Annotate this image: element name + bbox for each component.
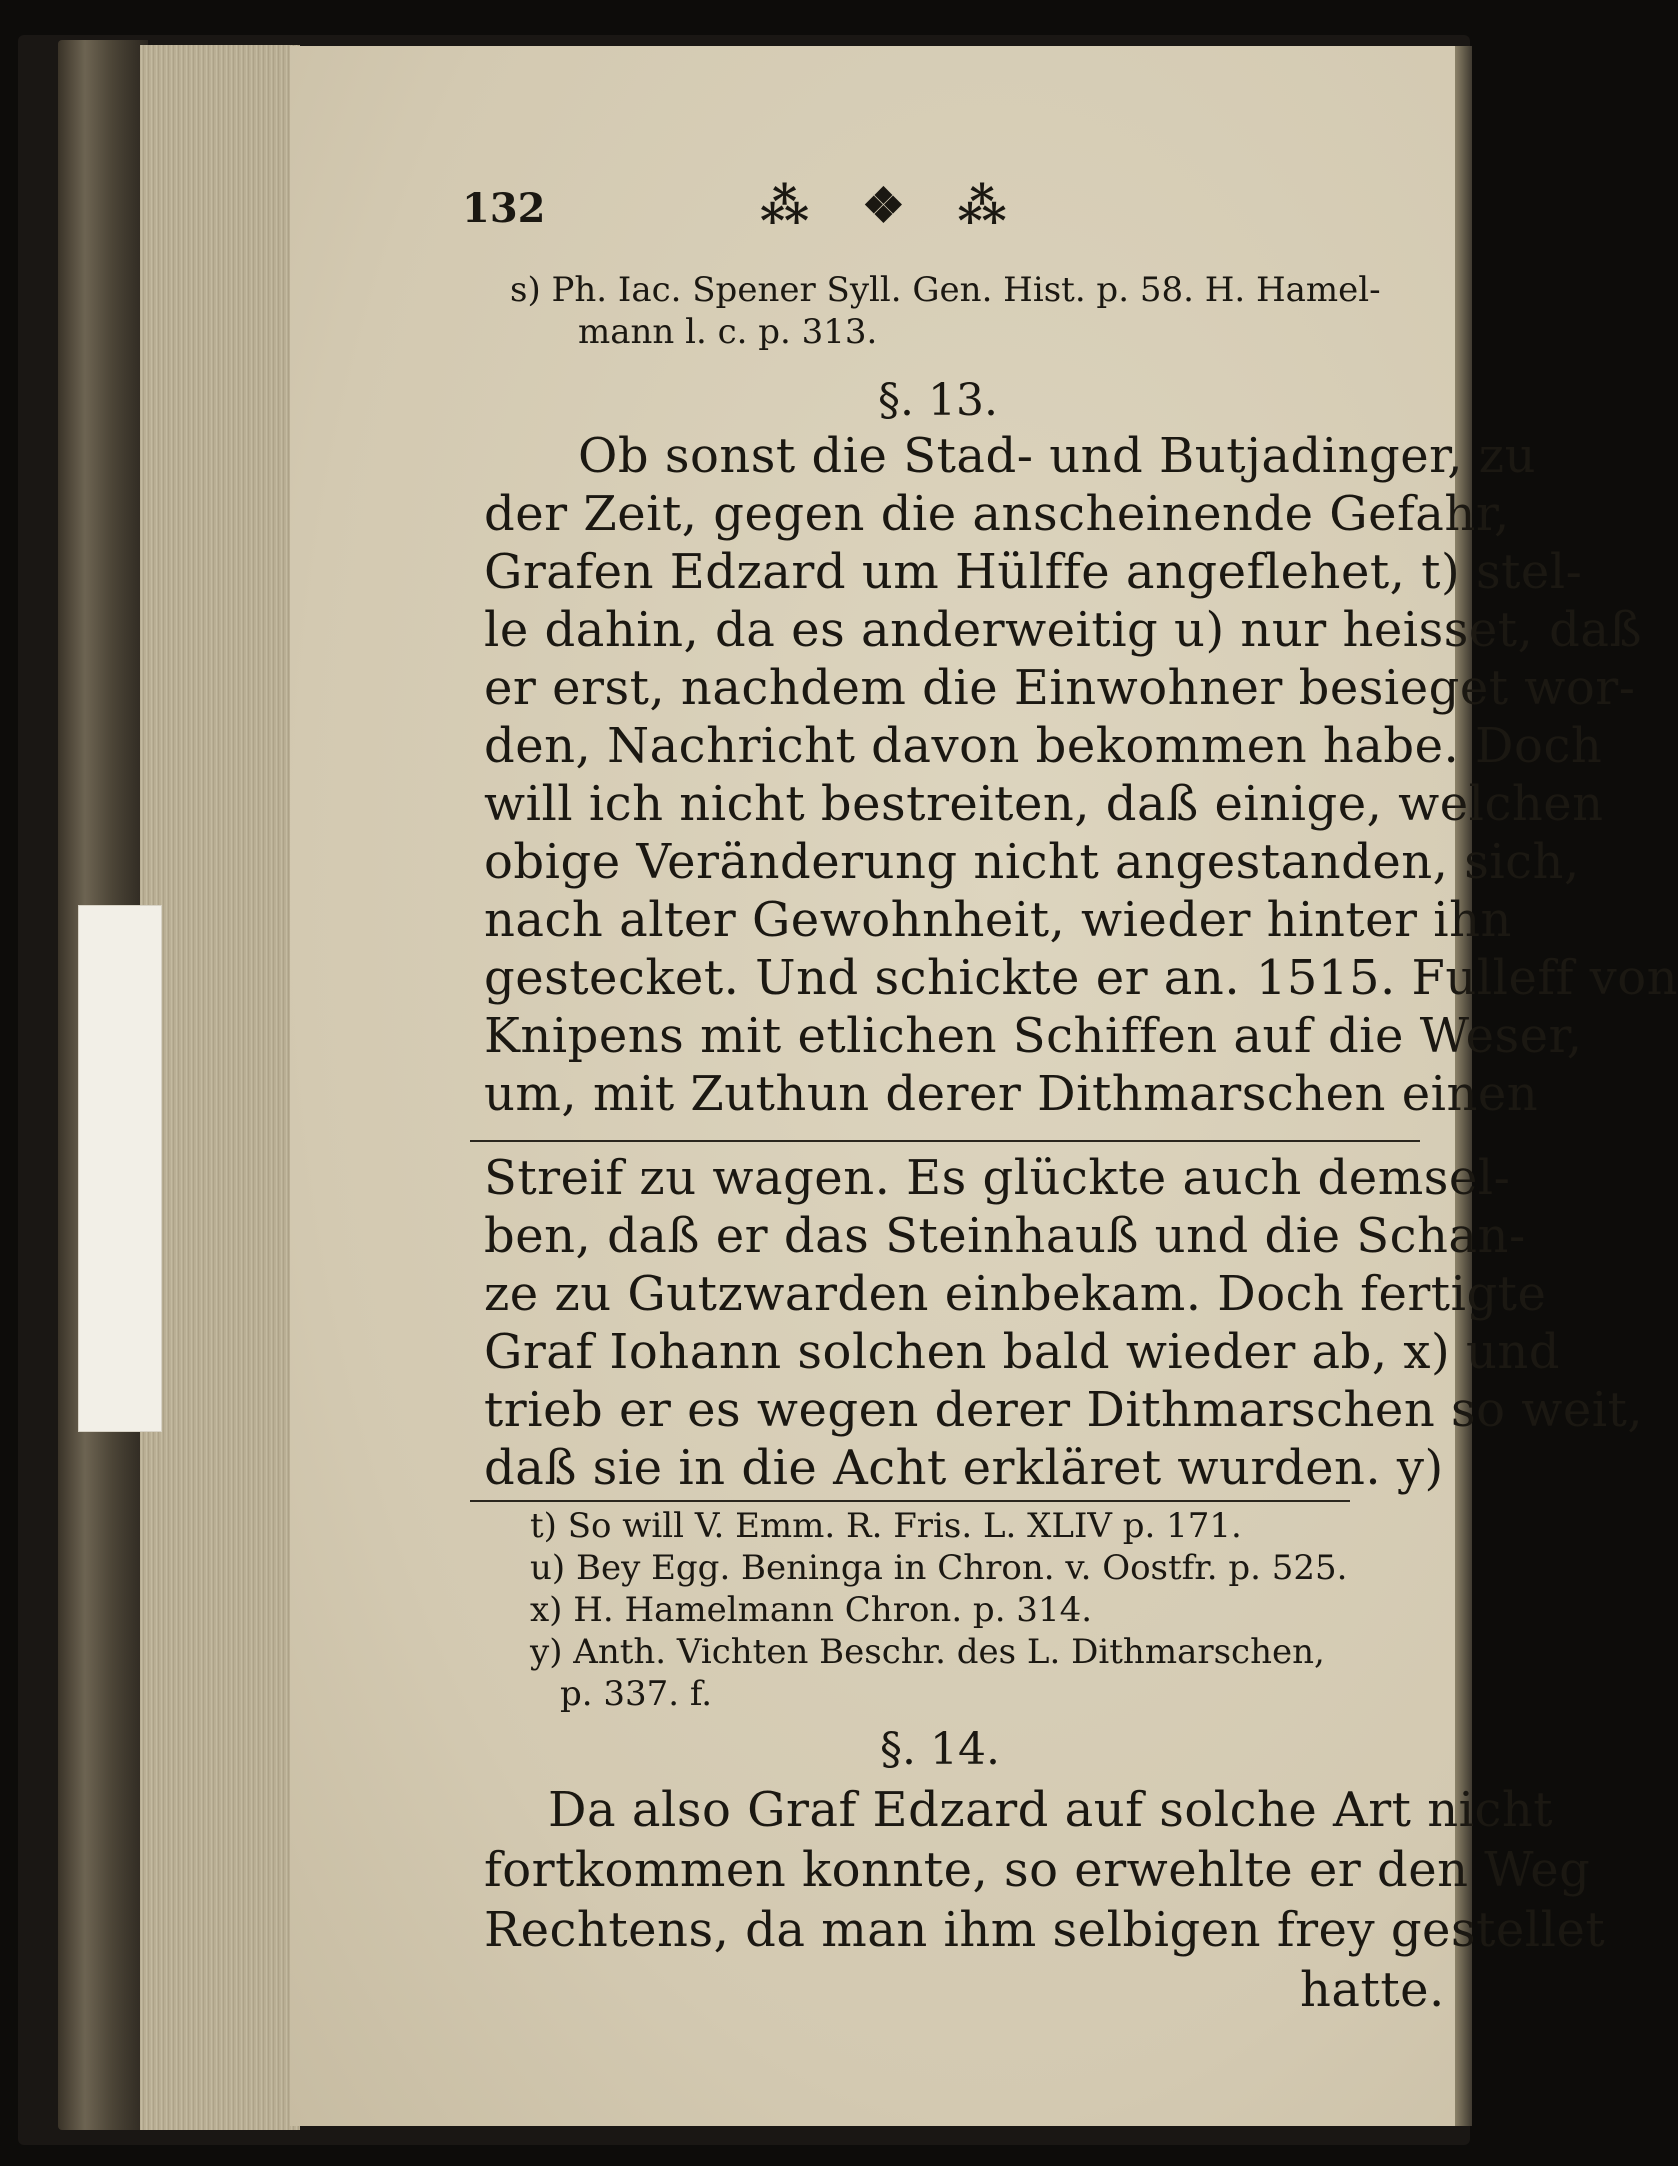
text-line: ben, daß er das Steinhauß und die Schan- (484, 1208, 1526, 1264)
underline-rule (470, 1140, 1420, 1142)
text-line: ze zu Gutzwarden einbekam. Doch fertigte (484, 1266, 1547, 1322)
text-line: er erst, nachdem die Einwohner besieget wor- (484, 660, 1636, 716)
text-line: der Zeit, gegen die anscheinende Gefahr, (484, 486, 1510, 542)
text-line: Ob sonst die Stad- und Butjadinger, zu (578, 428, 1536, 484)
section-heading-14: §. 14. (880, 1724, 1000, 1775)
text-line: daß sie in die Acht erkläret wurden. y) (484, 1440, 1444, 1496)
text-line: Da also Graf Edzard auf solche Art nicht (548, 1782, 1554, 1838)
footnote-line: y) Anth. Vichten Beschr. des L. Dithmarschen, (530, 1632, 1325, 1672)
text-line: Rechtens, da man ihm selbigen frey gestellet (484, 1902, 1606, 1958)
text-line: Grafen Edzard um Hülffe angeflehet, t) stel- (484, 544, 1583, 600)
section-heading-13: §. 13. (878, 375, 998, 426)
text-line: le dahin, da es anderweitig u) nur heisset, daß (484, 602, 1643, 658)
text-line: will ich nicht bestreiten, daß einige, welchen (484, 776, 1604, 832)
footnote-line: p. 337. f. (560, 1674, 713, 1714)
page-number: 132 (462, 185, 546, 232)
footnote-line: s) Ph. Iac. Spener Syll. Gen. Hist. p. 58. H. Hamel- (510, 270, 1381, 310)
footnote-line: mann l. c. p. 313. (578, 312, 878, 352)
page-edges (140, 45, 300, 2130)
text-line: Streif zu wagen. Es glückte auch demsel- (484, 1150, 1511, 1206)
text-line: trieb er es wegen derer Dithmarschen so weit, (484, 1382, 1644, 1438)
text-line: Graf Iohann solchen bald wieder ab, x) und (484, 1324, 1560, 1380)
text-line: nach alter Gewohnheit, wieder hinter ihn (484, 892, 1512, 948)
footnote-line: u) Bey Egg. Beninga in Chron. v. Oostfr. p. 525. (530, 1548, 1348, 1588)
footnote-line: x) H. Hamelmann Chron. p. 314. (530, 1590, 1093, 1630)
underline-rule (470, 1500, 1350, 1502)
text-line: gestecket. Und schickte er an. 1515. Fulleff von (484, 950, 1678, 1006)
text-line: obige Veränderung nicht angestanden, sich, (484, 834, 1580, 890)
text-line: Knipens mit etlichen Schiffen auf die Weser, (484, 1008, 1583, 1064)
bookmark-slip (78, 905, 162, 1432)
text-line: hatte. (1300, 1962, 1445, 2018)
text-line: fortkommen konnte, so erwehlte er den Weg (484, 1842, 1591, 1898)
footnote-line: t) So will V. Emm. R. Fris. L. XLIV p. 171. (530, 1506, 1242, 1546)
header-ornament: ⁂ ❖ ⁂ (760, 178, 1025, 234)
text-line: den, Nachricht davon bekommen habe. Doch (484, 718, 1603, 774)
text-line: um, mit Zuthun derer Dithmarschen einen (484, 1066, 1539, 1122)
